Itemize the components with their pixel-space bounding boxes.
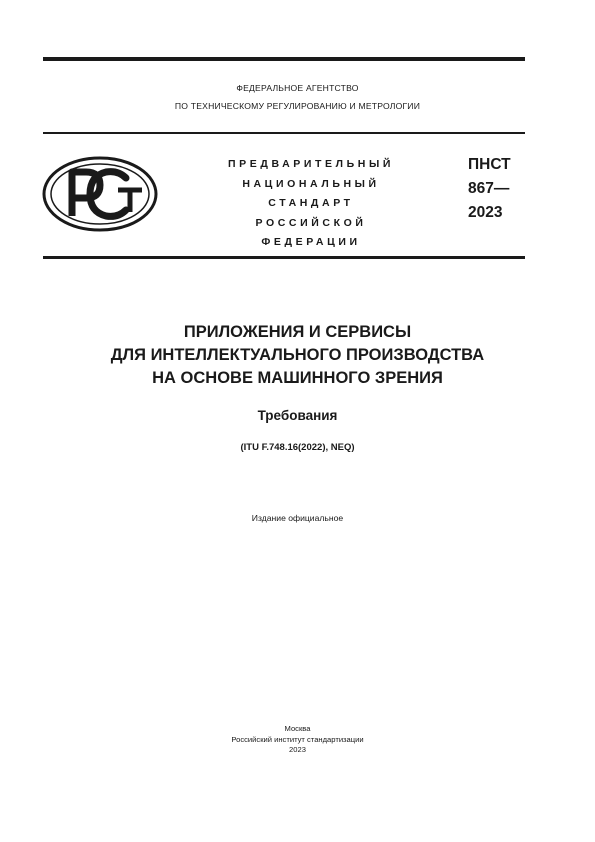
middle-rule <box>43 132 525 134</box>
standard-type-line: РОССИЙСКОЙ <box>255 216 367 229</box>
imprint-city: Москва <box>284 724 311 733</box>
document-subtitle: Требования <box>257 408 338 423</box>
standard-type-line: ПРЕДВАРИТЕЛЬНЫЙ <box>228 158 394 170</box>
standard-type-line: СТАНДАРТ <box>268 197 354 209</box>
top-rule <box>43 57 525 61</box>
standard-code-number: 867— <box>468 180 510 197</box>
bottom-rule <box>43 256 525 259</box>
rst-logo-icon <box>42 156 158 232</box>
agency-line-2: ПО ТЕХНИЧЕСКОМУ РЕГУЛИРОВАНИЮ И МЕТРОЛОГИИ <box>174 101 421 111</box>
title-line: ПРИЛОЖЕНИЯ И СЕРВИСЫ <box>183 323 412 341</box>
standard-type-line: НАЦИОНАЛЬНЫЙ <box>242 177 380 190</box>
standard-type <box>206 155 416 253</box>
agency-line-1: ФЕДЕРАЛЬНОЕ АГЕНТСТВО <box>236 83 359 93</box>
edition-note: Издание официальное <box>251 513 344 523</box>
imprint <box>0 724 595 756</box>
itu-reference: (ITU F.748.16(2022), NEQ) <box>240 442 355 453</box>
imprint-year: 2023 <box>289 745 306 754</box>
imprint-publisher: Российский институт стандартизации <box>231 734 364 744</box>
title-line: НА ОСНОВЕ МАШИННОГО ЗРЕНИЯ <box>152 369 443 387</box>
standard-type-line: ФЕДЕРАЦИИ <box>261 236 361 248</box>
standard-code-year: 2023 <box>468 204 503 221</box>
title-line: ДЛЯ ИНТЕЛЛЕКТУАЛЬНОГО ПРОИЗВОДСТВА <box>110 346 485 364</box>
standard-code-prefix: ПНСТ <box>468 156 511 173</box>
document-title <box>0 321 595 390</box>
standard-code <box>468 153 511 225</box>
